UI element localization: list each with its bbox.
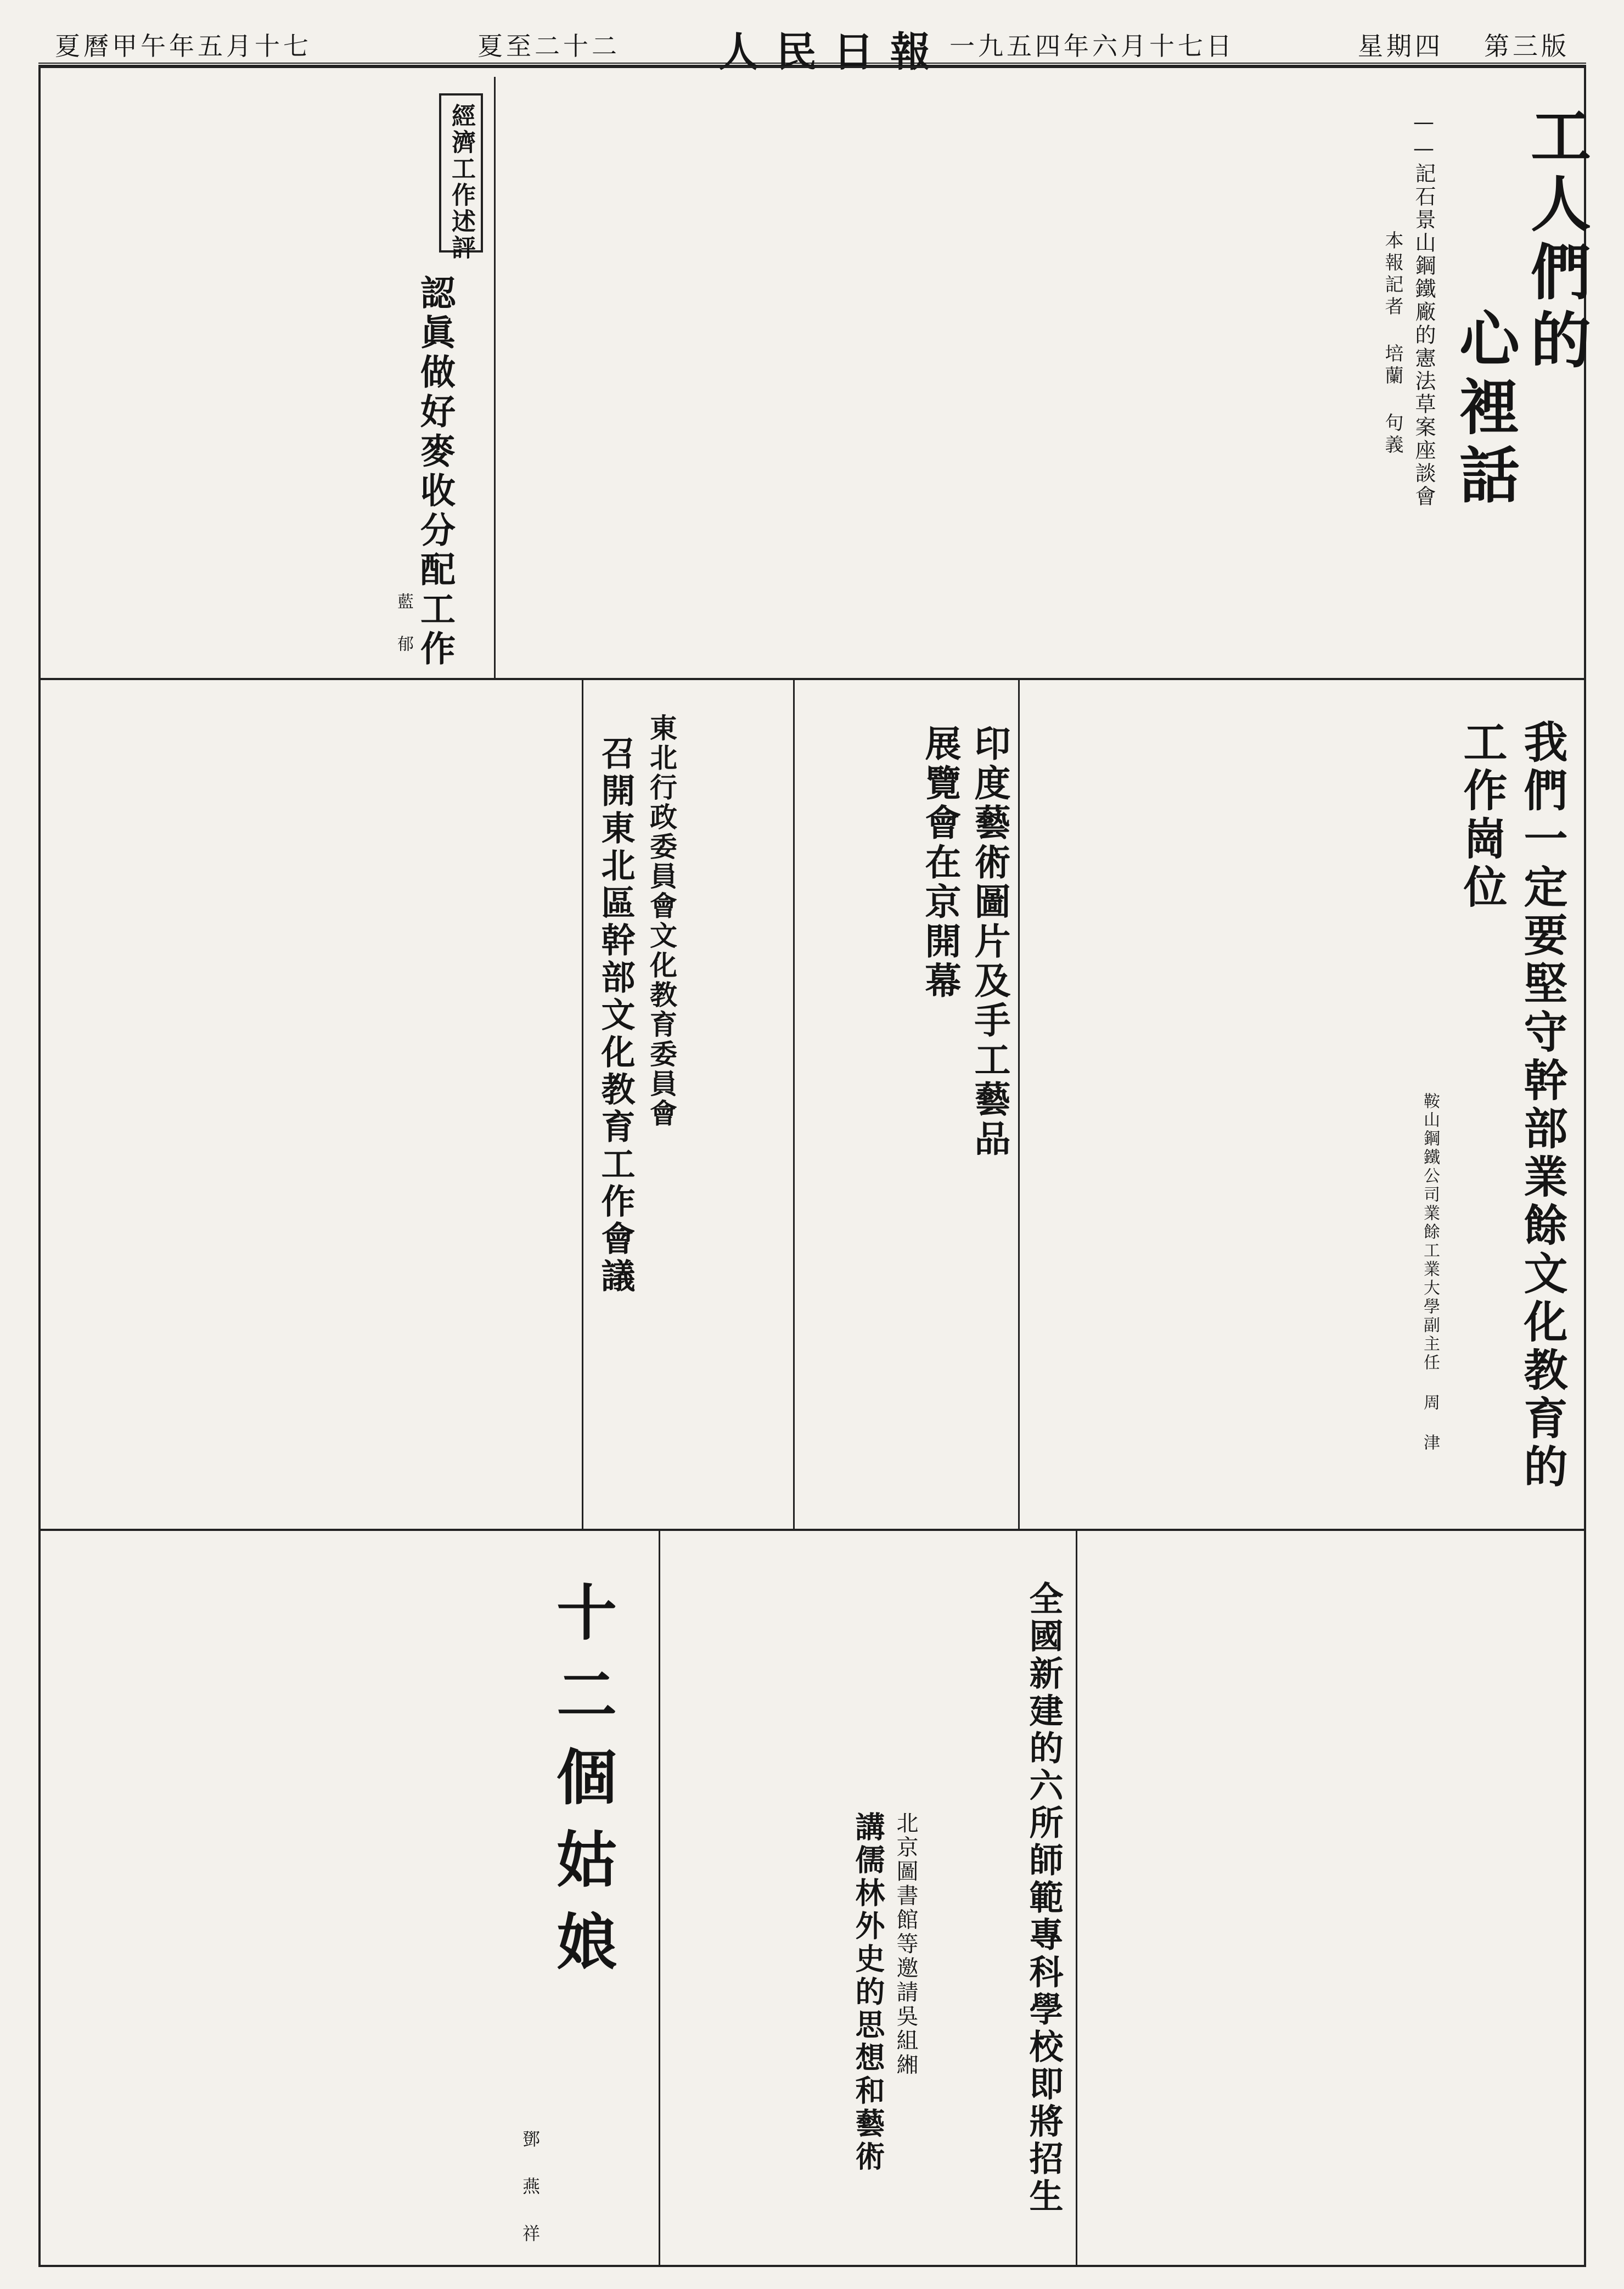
headline: 我們一定要堅守幹部業餘文化教育的: [1516, 719, 1568, 1492]
column-label: 經濟工作述評: [447, 103, 475, 261]
article-body-economic-continued: [47, 686, 574, 1523]
headline: 工作崗位: [1456, 719, 1508, 912]
headline: 印度藝術圖片及手工藝品: [968, 725, 1011, 1159]
column-divider: [793, 678, 795, 1529]
byline: 鄧 燕 祥: [520, 2130, 541, 2246]
headline: 展覽會在京開幕: [919, 725, 962, 1001]
subtitle: ——記石景山鋼鐵廠的憲法草案座談會: [1412, 110, 1436, 508]
gregorian-date: 一九五四年六月十七日: [949, 31, 1235, 61]
column-divider: [1076, 1529, 1077, 2267]
column-divider: [659, 1529, 660, 2267]
solar-term: 夏至二十二: [477, 31, 620, 61]
headline: 講儒林外史的思想和藝術: [851, 1811, 886, 2174]
kicker: 北京圖書館等邀請吳組緗: [893, 1811, 918, 2077]
column-divider: [494, 77, 496, 678]
column-label-box: [439, 93, 483, 261]
column-divider: [582, 678, 583, 1529]
weekday: 星期四: [1358, 31, 1443, 61]
byline: 藍 郁: [394, 593, 413, 655]
headline: 全國新建的六所師範專科學校即將招生: [1024, 1581, 1064, 2215]
headline: 認眞做好麥收分配工作: [414, 274, 456, 670]
kicker: 東北行政委員會文化教育委員會: [645, 714, 678, 1129]
headline: 召開東北區幹部文化教育工作會議: [595, 736, 636, 1295]
byline: 本報記者 培蘭 句義: [1381, 231, 1403, 457]
section-divider: [41, 1529, 1584, 1531]
lunar-date: 夏曆甲午年五月十七: [55, 31, 312, 61]
article-body: [1026, 686, 1411, 1523]
article-body: [505, 82, 1361, 672]
section-divider: [41, 678, 1584, 680]
headline: 心裡話: [1449, 307, 1520, 512]
headline: 十二個姑娘: [547, 1581, 617, 1993]
article-body: [1084, 1537, 1578, 2256]
article-body: [47, 1537, 508, 2256]
column-divider: [1018, 678, 1020, 1529]
byline: 鞍山鋼鐵公司業餘工業大學副主任 周 津: [1420, 1092, 1440, 1452]
article-body: [47, 82, 387, 672]
page-number: 第三版: [1484, 31, 1570, 61]
masthead: [38, 16, 1586, 76]
newspaper-name: 人民日報: [719, 29, 947, 76]
headline: 工人們的: [1521, 104, 1592, 377]
article-body: [801, 686, 911, 1523]
